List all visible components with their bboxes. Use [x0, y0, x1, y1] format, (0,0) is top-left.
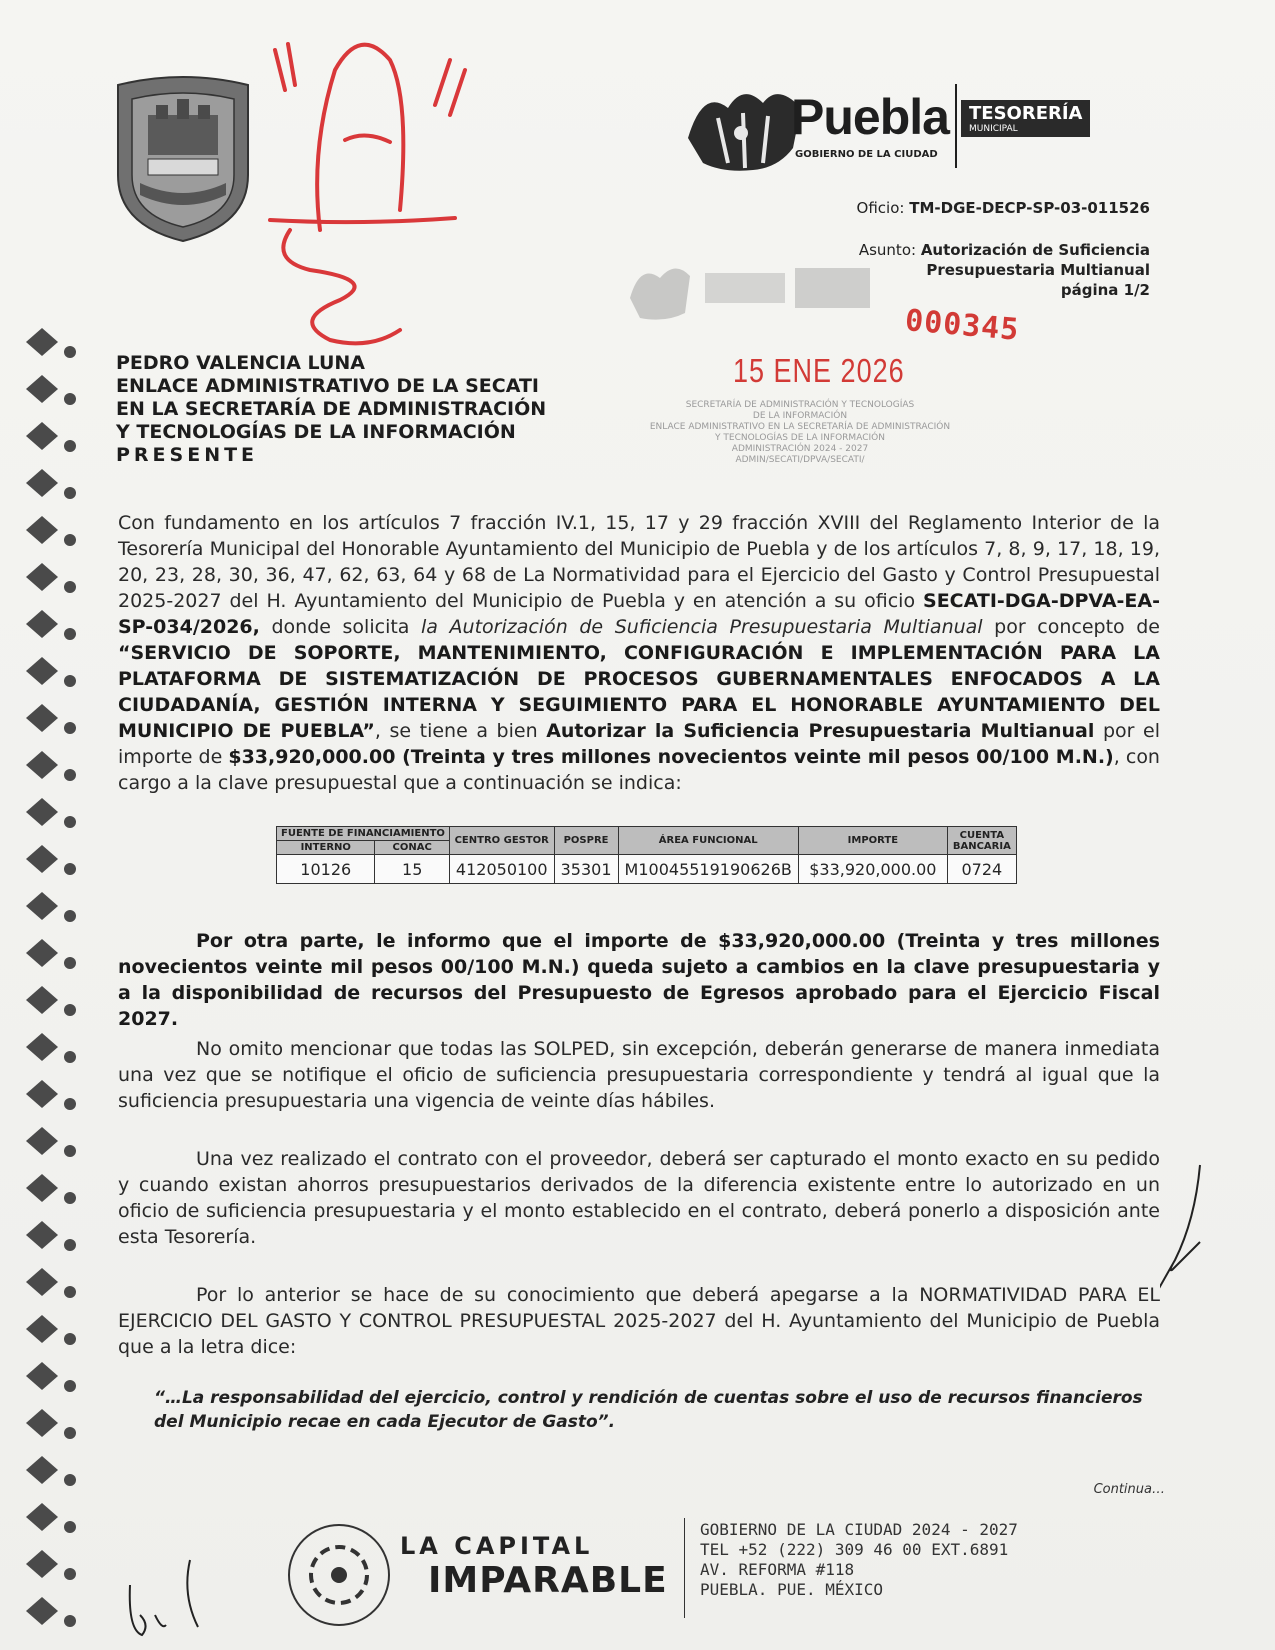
logo-department-box [961, 100, 1090, 137]
addressee-title: EN LA SECRETARÍA DE ADMINISTRACIÓN [116, 398, 547, 420]
logo-subtitle: GOBIERNO DE LA CIUDAD [795, 149, 938, 160]
oficio-label: Oficio: [856, 199, 905, 217]
request-oficio-number: SECATI-DGA-DPVA-EA-SP-034/2026, [118, 590, 1160, 638]
border-flower-icon [64, 1286, 76, 1298]
border-flower-icon [64, 1380, 76, 1392]
border-diamond-icon [26, 1597, 58, 1625]
border-flower-icon [64, 393, 76, 405]
border-flower-icon [64, 1098, 76, 1110]
border-flower-icon [64, 1615, 76, 1627]
border-diamond-icon [26, 610, 58, 638]
border-flower-icon [64, 628, 76, 640]
border-flower-icon [64, 1568, 76, 1580]
request-subject: la Autorización de Suficiencia Presupuestaria Multianual [421, 616, 983, 638]
asunto-line-1: Autorización de Suficiencia [920, 241, 1150, 259]
service-concept: “SERVICIO DE SOPORTE, MANTENIMIENTO, CONFIGURACIÓN E IMPLEMENTACIÓN PARA LA PLATAFORMA DE SISTEMATIZACIÓN DE PROCESOS GUBERNAMENTALES ENFOCADOS A LA CIUDADANÍA, GESTIÓN INTERNA Y SEGUIMIENTO PARA EL HONORABLE AYUNTAMIENTO DEL MUNICIPIO DE PUEBLA” [118, 642, 1160, 742]
border-flower-icon [64, 1192, 76, 1204]
cell-conac: 15 [375, 855, 449, 884]
border-flower-icon [64, 1521, 76, 1533]
page-number: página 1/2 [1060, 281, 1150, 299]
table-header-interno: INTERNO [277, 841, 375, 855]
paragraph-text: por concepto de [982, 616, 1160, 638]
table-header-importe: IMPORTE [798, 827, 947, 855]
border-flower-icon [64, 534, 76, 546]
border-flower-icon [64, 722, 76, 734]
border-diamond-icon [26, 1221, 58, 1249]
city-seal-icon [108, 75, 258, 245]
border-flower-icon [64, 675, 76, 687]
border-diamond-icon [26, 469, 58, 497]
reception-stamp-line: ADMINISTRACIÓN 2024 - 2027 [731, 444, 869, 454]
cell-centro: 412050100 [449, 855, 554, 884]
oficio-number: TM-DGE-DECP-SP-03-011526 [909, 199, 1150, 217]
border-diamond-icon [26, 375, 58, 403]
cell-interno: 10126 [277, 855, 375, 884]
border-diamond-icon [26, 1362, 58, 1390]
border-flower-icon [64, 1004, 76, 1016]
border-diamond-icon [26, 1409, 58, 1437]
table-header-pospre: POSPRE [554, 827, 618, 855]
logo-department-sub: MUNICIPAL [969, 124, 1018, 134]
paragraph-sujeto-cambios: Por otra parte, le informo que el importe de $33,920,000.00 (Treinta y tres millones novecientos veinte mil pesos 00/100 M.N.) queda sujeto a cambios en la clave presupuestaria y a la disponibilidad de recursos del Presupuesto de Egresos aprobado para el Ejercicio Fiscal 2027. [118, 930, 1160, 1030]
asunto-block [859, 240, 1150, 300]
oficio-line [857, 198, 1150, 218]
addressee-block [116, 352, 546, 467]
paragraph-text: por el importe de [118, 720, 1160, 768]
border-diamond-icon [26, 986, 58, 1014]
border-flower-icon [64, 863, 76, 875]
border-diamond-icon [26, 1550, 58, 1578]
footer-government: GOBIERNO DE LA CIUDAD 2024 - 2027 [700, 1520, 1018, 1539]
paragraph-normatividad: Por lo anterior se hace de su conocimiento que deberá apegarse a la NORMATIVIDAD PARA EL EJERCICIO DEL GASTO Y CONTROL PRESUPUESTAL 2025-2027 del H. Ayuntamiento del Municipio de Puebla que a la letra dice: [118, 1284, 1160, 1358]
faint-logo-stamp-icon [625, 258, 875, 328]
border-diamond-icon [26, 422, 58, 450]
border-flower-icon [64, 957, 76, 969]
handwritten-check-icon [1160, 1160, 1220, 1300]
reception-stamp-line: ADMIN/SECATI/DPVA/SECATI/ [735, 455, 865, 465]
border-diamond-icon [26, 328, 58, 356]
presente-label: PRESENTE [116, 444, 259, 466]
border-diamond-icon [26, 1503, 58, 1531]
reception-stamp-line: SECRETARÍA DE ADMINISTRACIÓN Y TECNOLOGÍAS [685, 400, 915, 410]
paragraph-fundamento [118, 510, 1160, 796]
border-diamond-icon [26, 563, 58, 591]
border-flower-icon [64, 1333, 76, 1345]
puebla-tesoreria-logo [683, 78, 1153, 178]
border-flower-icon [64, 816, 76, 828]
asunto-line-2: Presupuestaria Multianual [926, 261, 1150, 279]
normatividad-quote: “…La responsabilidad del ejercicio, control y rendición de cuentas sobre el uso de recursos financieros del Municipio recae en cada Ejecutor de Gasto”. [154, 1388, 1143, 1432]
cell-cuenta: 0724 [947, 855, 1016, 884]
reception-stamp-line: DE LA INFORMACIÓN [752, 411, 848, 421]
border-diamond-icon [26, 1127, 58, 1155]
border-flower-icon [64, 769, 76, 781]
reception-date-stamp: 15 ENE 2026 [733, 352, 905, 390]
budget-key-table [276, 826, 1017, 884]
authorization-statement: Autorizar la Suficiencia Presupuestaria Multianual [546, 720, 1095, 742]
border-flower-icon [64, 1145, 76, 1157]
border-diamond-icon [26, 657, 58, 685]
footer-address [700, 1520, 1018, 1600]
addressee-title: Y TECNOLOGÍAS DE LA INFORMACIÓN [116, 421, 516, 443]
slogan-line-2: IMPARABLE [428, 1560, 668, 1601]
border-diamond-icon [26, 704, 58, 732]
paragraph-contrato: Una vez realizado el contrato con el proveedor, deberá ser capturado el monto exacto en su pedido y cuando existan ahorros presupuestarios derivados de la diferencia existente entre lo autorizado en un oficio de suficiencia presupuestaria y el monto establecido en el contrato, deberá ponerlo a disposición ante esta Tesorería. [118, 1148, 1160, 1248]
initials-signature-icon [120, 1555, 220, 1640]
reception-stamp-line: ENLACE ADMINISTRATIVO EN LA SECRETARÍA DE ADMINISTRACIÓN [649, 422, 951, 432]
asunto-label: Asunto: [858, 241, 917, 259]
border-flower-icon [64, 1051, 76, 1063]
cell-importe: $33,920,000.00 [798, 855, 947, 884]
addressee-name: PEDRO VALENCIA LUNA [116, 352, 365, 374]
border-flower-icon [64, 1239, 76, 1251]
table-row [277, 855, 1017, 884]
border-diamond-icon [26, 751, 58, 779]
border-diamond-icon [26, 798, 58, 826]
cell-pospre: 35301 [554, 855, 618, 884]
border-flower-icon [64, 346, 76, 358]
logo-department: TESORERÍA [969, 103, 1083, 124]
border-flower-icon [64, 440, 76, 452]
border-flower-icon [64, 1474, 76, 1486]
paragraph-text: , con cargo a la clave presupuestal que a continuación se indica: [118, 746, 1160, 794]
decorative-border [20, 318, 80, 1648]
logo-divider [955, 84, 957, 168]
table-header-centro: CENTRO GESTOR [449, 827, 554, 855]
border-diamond-icon [26, 1174, 58, 1202]
border-diamond-icon [26, 845, 58, 873]
table-header-fuente: FUENTE DE FINANCIAMIENTO [277, 827, 450, 841]
cell-area: M10045519190626B [618, 855, 798, 884]
border-diamond-icon [26, 1315, 58, 1343]
slogan-line-1: LA CAPITAL [400, 1532, 594, 1560]
footer-street: AV. REFORMA #118 [700, 1560, 855, 1579]
border-diamond-icon [26, 939, 58, 967]
border-diamond-icon [26, 516, 58, 544]
reception-stamp [620, 400, 980, 466]
border-flower-icon [64, 1427, 76, 1439]
footer-city: PUEBLA. PUE. MÉXICO [700, 1580, 884, 1599]
equality-certification-badge-icon [284, 1520, 394, 1630]
paragraph-text: , se tiene a bien [374, 720, 547, 742]
authorized-amount: $33,920,000.00 (Treinta y tres millones novecientos veinte mil pesos 00/100 M.N.) [228, 746, 1114, 768]
paragraph-text: donde solicita [259, 616, 422, 638]
border-flower-icon [64, 910, 76, 922]
border-flower-icon [64, 487, 76, 499]
addressee-title: ENLACE ADMINISTRATIVO DE LA SECATI [116, 375, 539, 397]
border-diamond-icon [26, 1268, 58, 1296]
handwritten-mark-icon [250, 30, 520, 370]
border-diamond-icon [26, 1033, 58, 1061]
table-header-area: ÁREA FUNCIONAL [618, 827, 798, 855]
logo-city-name: Puebla [791, 89, 949, 145]
footer-divider [684, 1518, 685, 1618]
footer-phone: TEL +52 (222) 309 46 00 EXT.6891 [700, 1540, 1009, 1559]
reception-stamp-line: Y TECNOLOGÍAS DE LA INFORMACIÓN [715, 433, 885, 443]
border-diamond-icon [26, 1456, 58, 1484]
folio-stamp: 000345 [903, 303, 1021, 348]
paragraph-text: Con fundamento en los artículos 7 fracción IV.1, 15, 17 y 29 fracción XVIII del Reglamento Interior de la Tesorería Municipal del Honorable Ayuntamiento del Municipio de Puebla y de los artículos 7, 8, 9, 17, 18, 19, 20, 23, 28, 30, 36, 47, 62, 63, 64 y 68 de La Normatividad para el Ejercicio del Gasto y Control Presupuestal 2025-2027 del H. Ayuntamiento del Municipio de Puebla y en atención a su oficio [118, 512, 1160, 612]
table-header-cuenta: CUENTA BANCARIA [947, 827, 1016, 855]
border-diamond-icon [26, 892, 58, 920]
continua-label: Continua… [1093, 1482, 1165, 1497]
border-flower-icon [64, 581, 76, 593]
paragraph-solped: No omito mencionar que todas las SOLPED, sin excepción, deberán generarse de manera inmediata una vez que se notifique el oficio de suficiencia presupuestaria correspondiente y tendrá al igual que la suficiencia presupuestaria una vigencia de veinte días hábiles. [118, 1038, 1160, 1112]
border-diamond-icon [26, 1080, 58, 1108]
table-header-conac: CONAC [375, 841, 449, 855]
